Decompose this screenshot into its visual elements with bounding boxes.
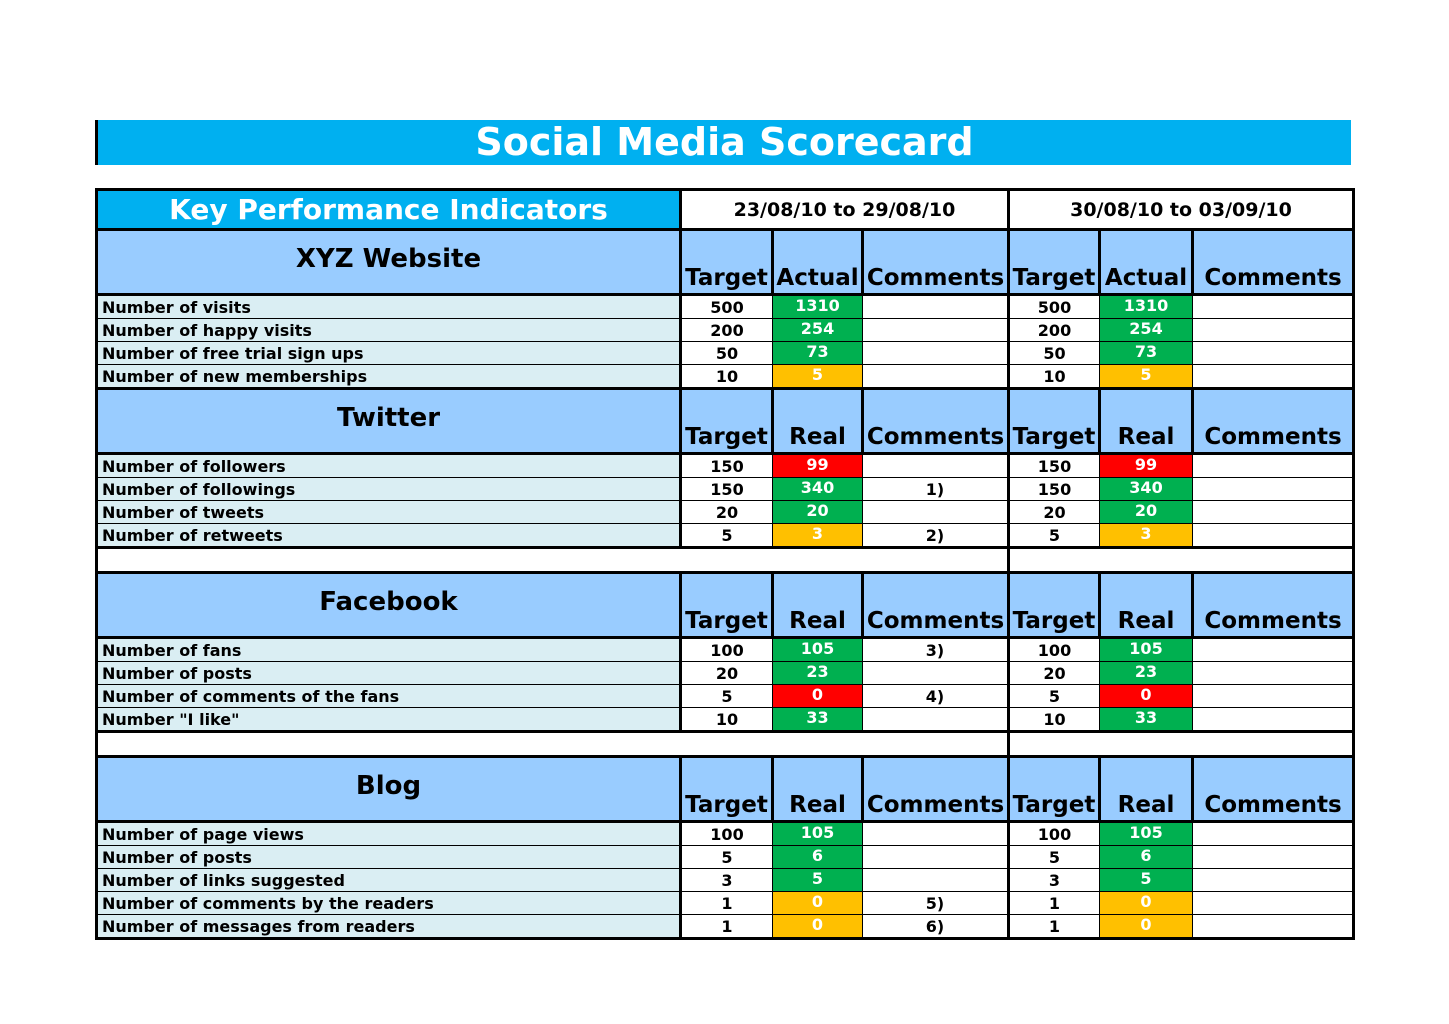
comments-column-header: Comments: [863, 757, 1009, 822]
comment-cell: [1193, 685, 1354, 708]
comment-cell: 3): [863, 638, 1009, 662]
value-cell: 73: [773, 342, 863, 365]
period-1-label: 23/08/10 to 29/08/10: [681, 190, 1009, 230]
target-cell: 10: [1009, 365, 1100, 389]
section-title: Twitter: [97, 389, 681, 454]
metric-label: Number of links suggested: [97, 869, 681, 892]
target-column-header: Target: [1009, 230, 1100, 295]
table-row: [97, 342, 1354, 365]
spacer-cell: [1009, 548, 1354, 573]
spacer-cell: [1009, 732, 1354, 757]
comment-cell: [863, 708, 1009, 732]
comment-cell: [1193, 319, 1354, 342]
spacer-row: [97, 732, 1354, 757]
metric-label: Number of comments by the readers: [97, 892, 681, 915]
comment-cell: [1193, 822, 1354, 846]
comment-cell: [1193, 454, 1354, 478]
value-cell: 340: [773, 478, 863, 501]
target-cell: 10: [681, 365, 773, 389]
comment-cell: [863, 662, 1009, 685]
comment-cell: [1193, 524, 1354, 548]
target-cell: 200: [1009, 319, 1100, 342]
comment-cell: [863, 365, 1009, 389]
value-cell: 1310: [773, 295, 863, 319]
target-cell: 1: [681, 892, 773, 915]
comment-cell: [863, 454, 1009, 478]
value-cell: 23: [1100, 662, 1193, 685]
comment-cell: [863, 319, 1009, 342]
real-column-header: Real: [773, 389, 863, 454]
table-row: [97, 685, 1354, 708]
value-cell: 73: [1100, 342, 1193, 365]
metric-label: Number of page views: [97, 822, 681, 846]
value-cell: 0: [1100, 915, 1193, 939]
target-column-header: Target: [681, 573, 773, 638]
metric-label: Number of fans: [97, 638, 681, 662]
target-cell: 5: [1009, 685, 1100, 708]
table-row: [97, 295, 1354, 319]
target-column-header: Target: [681, 757, 773, 822]
comment-cell: [1193, 365, 1354, 389]
table-row: [97, 524, 1354, 548]
value-cell: 3: [773, 524, 863, 548]
comment-cell: [1193, 892, 1354, 915]
target-column-header: Target: [681, 230, 773, 295]
value-cell: 0: [1100, 892, 1193, 915]
target-cell: 5: [681, 524, 773, 548]
comment-cell: [863, 342, 1009, 365]
table-row: [97, 822, 1354, 846]
target-cell: 100: [1009, 822, 1100, 846]
metric-label: Number of happy visits: [97, 319, 681, 342]
target-cell: 50: [1009, 342, 1100, 365]
target-cell: 150: [1009, 478, 1100, 501]
comment-cell: [863, 501, 1009, 524]
kpi-label: Key Performance Indicators: [97, 190, 681, 230]
value-cell: 0: [773, 892, 863, 915]
target-cell: 100: [681, 822, 773, 846]
table-row: [97, 478, 1354, 501]
comments-column-header: Comments: [863, 573, 1009, 638]
metric-label: Number of visits: [97, 295, 681, 319]
comment-cell: 5): [863, 892, 1009, 915]
target-cell: 200: [681, 319, 773, 342]
comments-column-header: Comments: [863, 230, 1009, 295]
value-cell: 5: [1100, 869, 1193, 892]
value-cell: 6: [773, 846, 863, 869]
table-row: [97, 846, 1354, 869]
value-cell: 20: [773, 501, 863, 524]
scorecard-table: [95, 188, 1355, 940]
table-row: [97, 501, 1354, 524]
comments-column-header: Comments: [1193, 389, 1354, 454]
section-header-row: [97, 757, 1354, 822]
target-cell: 100: [681, 638, 773, 662]
comment-cell: [863, 295, 1009, 319]
target-cell: 20: [681, 662, 773, 685]
section-title: Blog: [97, 757, 681, 822]
value-cell: 254: [773, 319, 863, 342]
value-cell: 5: [773, 869, 863, 892]
section-title: XYZ Website: [97, 230, 681, 295]
real-column-header: Real: [1100, 757, 1193, 822]
target-cell: 5: [681, 846, 773, 869]
metric-label: Number of followings: [97, 478, 681, 501]
target-cell: 20: [1009, 662, 1100, 685]
section-header-row: [97, 230, 1354, 295]
target-cell: 1: [1009, 915, 1100, 939]
comment-cell: [1193, 708, 1354, 732]
metric-label: Number of posts: [97, 846, 681, 869]
table-row: [97, 869, 1354, 892]
actual-column-header: Actual: [773, 230, 863, 295]
table-row: [97, 892, 1354, 915]
value-cell: 20: [1100, 501, 1193, 524]
table-row: [97, 915, 1354, 939]
metric-label: Number of posts: [97, 662, 681, 685]
table-row: [97, 454, 1354, 478]
comments-column-header: Comments: [863, 389, 1009, 454]
spacer-row: [97, 548, 1354, 573]
target-column-header: Target: [1009, 573, 1100, 638]
target-cell: 5: [681, 685, 773, 708]
value-cell: 6: [1100, 846, 1193, 869]
value-cell: 3: [1100, 524, 1193, 548]
table-row: [97, 662, 1354, 685]
comment-cell: [863, 869, 1009, 892]
comment-cell: [1193, 638, 1354, 662]
table-row: [97, 638, 1354, 662]
value-cell: 105: [773, 822, 863, 846]
target-cell: 150: [1009, 454, 1100, 478]
target-column-header: Target: [681, 389, 773, 454]
section-title: Facebook: [97, 573, 681, 638]
target-cell: 20: [1009, 501, 1100, 524]
target-cell: 10: [681, 708, 773, 732]
comment-cell: 1): [863, 478, 1009, 501]
comment-cell: 4): [863, 685, 1009, 708]
page-title: Social Media Scorecard: [95, 120, 1351, 165]
metric-label: Number of messages from readers: [97, 915, 681, 939]
value-cell: 0: [773, 915, 863, 939]
table-row: [97, 319, 1354, 342]
metric-label: Number of comments of the fans: [97, 685, 681, 708]
comment-cell: [1193, 501, 1354, 524]
value-cell: 340: [1100, 478, 1193, 501]
spacer-cell: [97, 732, 1009, 757]
actual-column-header: Actual: [1100, 230, 1193, 295]
comment-cell: [1193, 915, 1354, 939]
target-cell: 3: [1009, 869, 1100, 892]
comment-cell: [1193, 869, 1354, 892]
target-cell: 50: [681, 342, 773, 365]
comment-cell: [1193, 295, 1354, 319]
real-column-header: Real: [1100, 389, 1193, 454]
metric-label: Number of tweets: [97, 501, 681, 524]
target-column-header: Target: [1009, 389, 1100, 454]
target-cell: 1: [681, 915, 773, 939]
metric-label: Number of new memberships: [97, 365, 681, 389]
target-cell: 5: [1009, 846, 1100, 869]
comment-cell: 6): [863, 915, 1009, 939]
metric-label: Number of retweets: [97, 524, 681, 548]
value-cell: 99: [1100, 454, 1193, 478]
value-cell: 0: [773, 685, 863, 708]
metric-label: Number "I like": [97, 708, 681, 732]
period-2-label: 30/08/10 to 03/09/10: [1009, 190, 1354, 230]
target-column-header: Target: [1009, 757, 1100, 822]
value-cell: 105: [773, 638, 863, 662]
metric-label: Number of followers: [97, 454, 681, 478]
value-cell: 1310: [1100, 295, 1193, 319]
value-cell: 99: [773, 454, 863, 478]
comment-cell: [1193, 342, 1354, 365]
value-cell: 0: [1100, 685, 1193, 708]
comment-cell: [1193, 478, 1354, 501]
target-cell: 3: [681, 869, 773, 892]
value-cell: 105: [1100, 822, 1193, 846]
real-column-header: Real: [773, 573, 863, 638]
value-cell: 33: [1100, 708, 1193, 732]
comment-cell: [1193, 662, 1354, 685]
table-row: [97, 708, 1354, 732]
comments-column-header: Comments: [1193, 573, 1354, 638]
real-column-header: Real: [1100, 573, 1193, 638]
kpi-header-row: [97, 190, 1354, 230]
table-row: [97, 365, 1354, 389]
spacer-cell: [97, 548, 1009, 573]
target-cell: 500: [1009, 295, 1100, 319]
target-cell: 500: [681, 295, 773, 319]
value-cell: 254: [1100, 319, 1193, 342]
comments-column-header: Comments: [1193, 757, 1354, 822]
target-cell: 20: [681, 501, 773, 524]
target-cell: 150: [681, 454, 773, 478]
real-column-header: Real: [773, 757, 863, 822]
comment-cell: [863, 846, 1009, 869]
target-cell: 150: [681, 478, 773, 501]
value-cell: 33: [773, 708, 863, 732]
section-header-row: [97, 573, 1354, 638]
target-cell: 1: [1009, 892, 1100, 915]
comment-cell: 2): [863, 524, 1009, 548]
target-cell: 100: [1009, 638, 1100, 662]
value-cell: 5: [1100, 365, 1193, 389]
metric-label: Number of free trial sign ups: [97, 342, 681, 365]
value-cell: 5: [773, 365, 863, 389]
value-cell: 105: [1100, 638, 1193, 662]
comment-cell: [863, 822, 1009, 846]
comment-cell: [1193, 846, 1354, 869]
target-cell: 5: [1009, 524, 1100, 548]
section-header-row: [97, 389, 1354, 454]
comments-column-header: Comments: [1193, 230, 1354, 295]
value-cell: 23: [773, 662, 863, 685]
target-cell: 10: [1009, 708, 1100, 732]
